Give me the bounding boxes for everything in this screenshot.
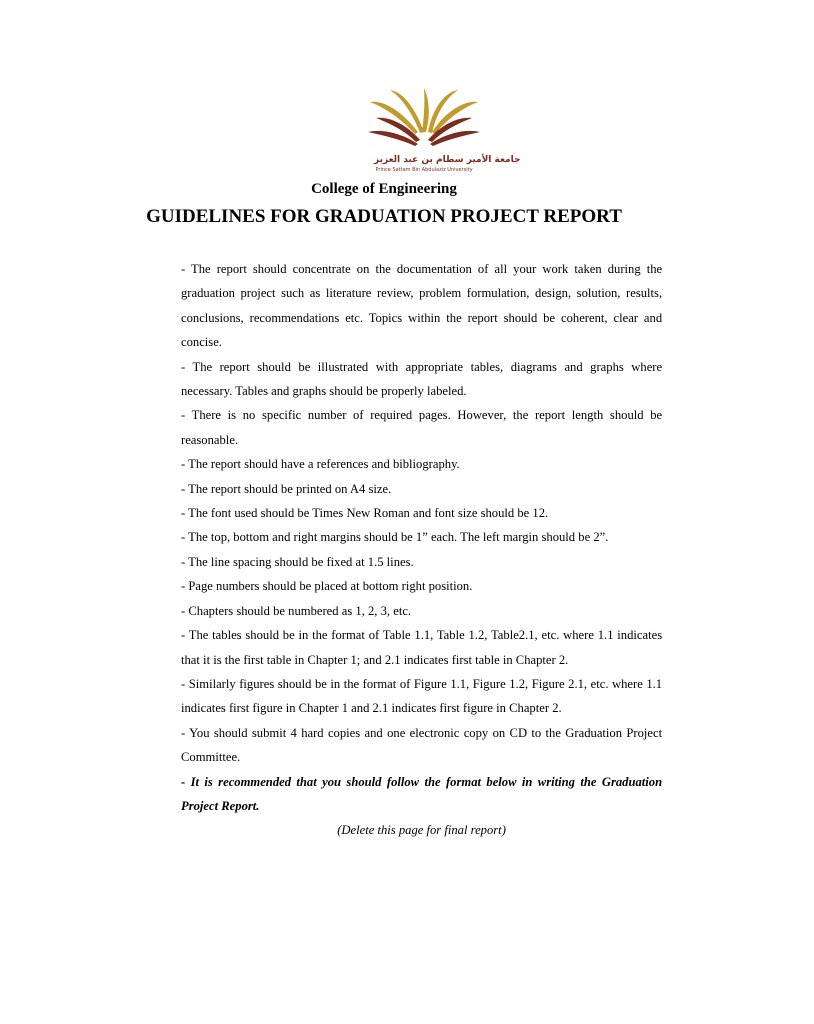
guideline-item: - The report should be printed on A4 size. [181, 480, 392, 496]
guideline-item: - Chapters should be numbered as 1, 2, 3, etc. [181, 602, 412, 618]
guideline-item: - The report should be illustrated with appropriate tables, diagrams and graphs where necessary. Tables and graphs should be properly labeled. [181, 358, 663, 399]
guideline-item: - The line spacing should be fixed at 1.5 lines. [181, 553, 414, 569]
university-emblem-icon [360, 88, 488, 154]
guideline-item: - The report should have a references and bibliography. [181, 456, 460, 472]
guideline-item: - The font used should be Times New Roman and font size should be 12. [181, 505, 549, 521]
guideline-item: - The tables should be in the format of Table 1.1, Table 1.2, Table2.1, etc. where 1.1 indicates that it is the first table in Chapter 1; and 2.1 indicates first table in Chapter 2. [181, 627, 663, 667]
delete-page-note: (Delete this page for final report) [337, 822, 506, 838]
guideline-item: - You should submit 4 hard copies and one electronic copy on CD to the Graduation Project Committee. [181, 724, 663, 765]
guideline-item: - The top, bottom and right margins should be 1” each. The left margin should be 2”. [181, 529, 609, 545]
college-name: College of Engineering [311, 181, 457, 197]
university-logo [360, 88, 521, 178]
guideline-item: - Page numbers should be placed at bottom right position. [181, 578, 473, 594]
logo-english-text: Prince Sattam Bin Abdulaziz University [375, 167, 473, 173]
guideline-item: - Similarly figures should be in the format of Figure 1.1, Figure 1.2, Figure 2.1, etc. where 1.1 indicates first figure in Chapter 1 and 2.1 indicates first figure in Chapter 2. [181, 675, 663, 716]
recommendation-text: - It is recommended that you should follow the format below in writing the Graduation Project Report. [181, 773, 663, 813]
guideline-item: - There is no specific number of required pages. However, the report length should be reasonable. [181, 407, 663, 447]
logo-arabic-text: جامعة الأمير سطام بن عبد العزيز [374, 155, 521, 165]
page-title: GUIDELINES FOR GRADUATION PROJECT REPORT [146, 206, 622, 227]
guidelines-body [181, 257, 662, 843]
guideline-item: - The report should concentrate on the documentation of all your work taken during the graduation project such as literature review, problem formulation, design, solution, results, conclusions, recommendations etc. Topics within the report should be coherent, clear and concise. [181, 261, 663, 350]
